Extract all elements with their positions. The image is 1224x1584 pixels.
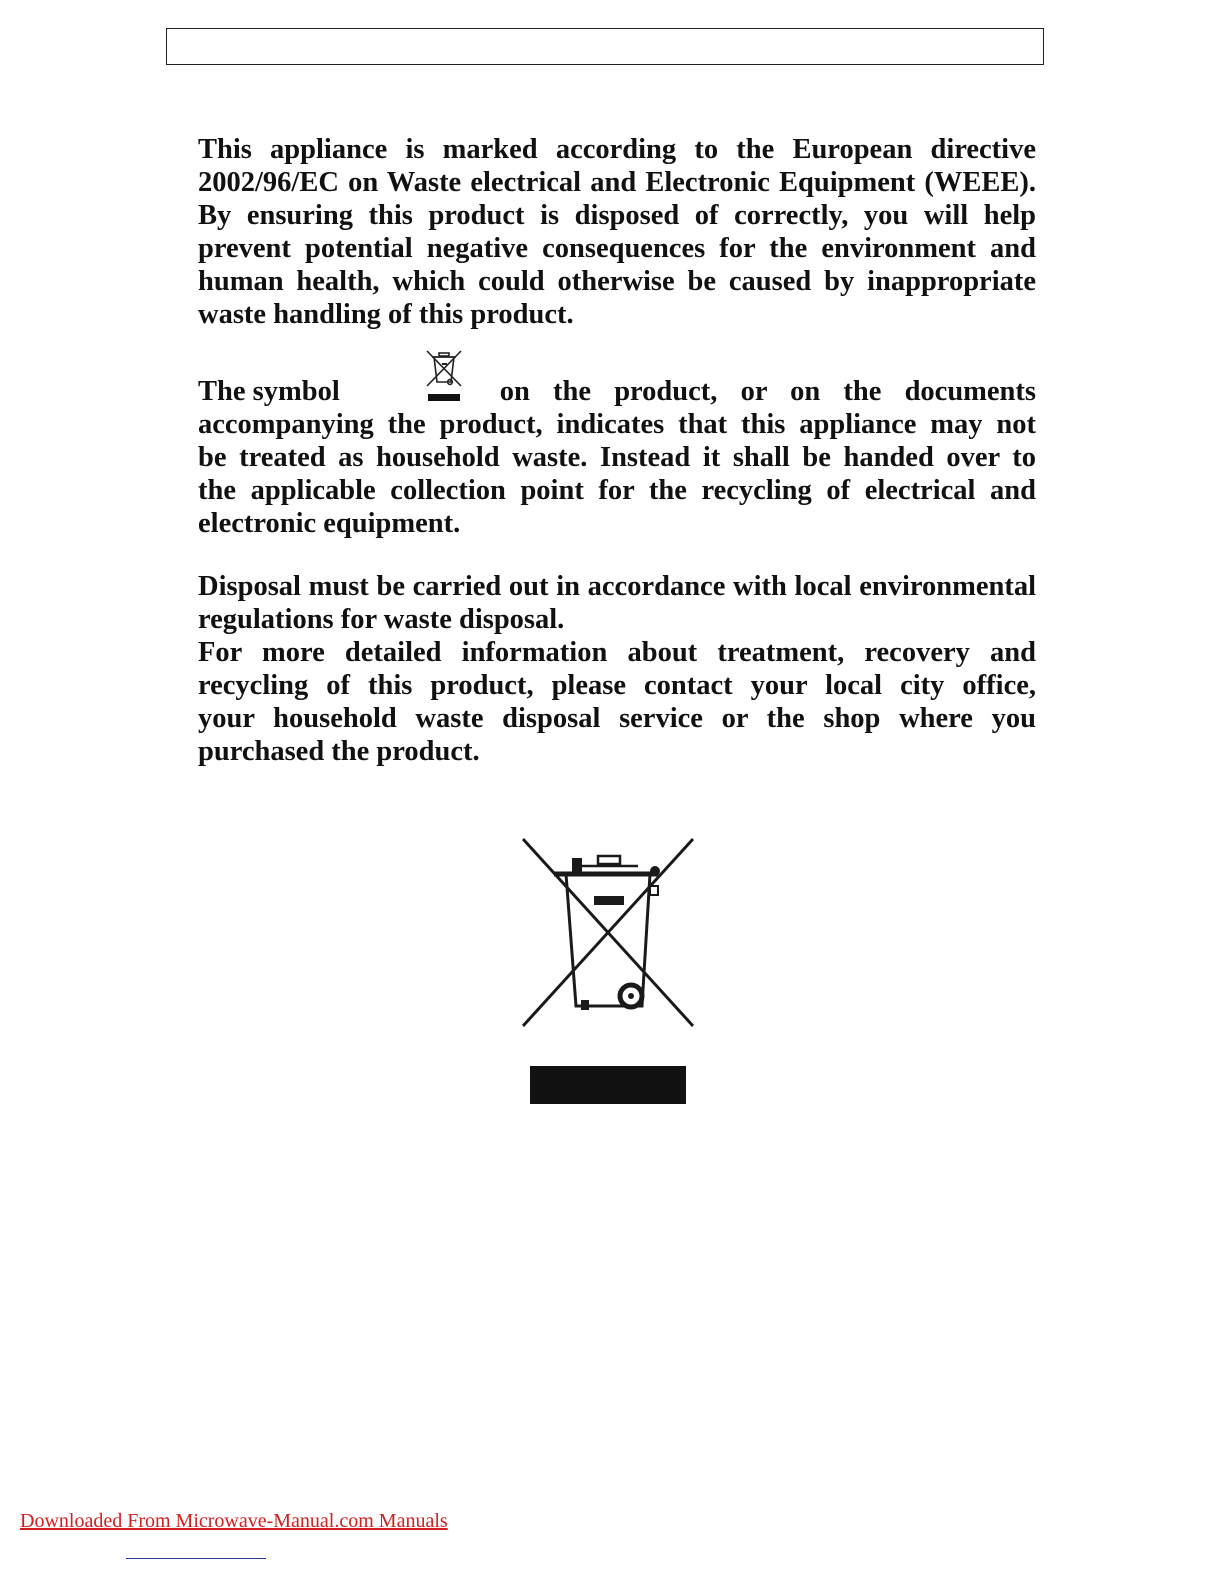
paragraph-line: electronic equipment. [198,508,461,539]
header-box [166,28,1044,65]
paragraph-line: purchased the product. [198,736,480,767]
disposal-paragraph [198,570,1036,768]
symbol-explanation-paragraph [198,375,1036,540]
paragraph-line: This appliance is marked according to the European directive [198,134,1036,165]
symbol-lead-text: The symbol [198,376,340,407]
paragraph-line: the applicable collection point for the recycling of electrical and [198,475,1036,506]
symbol-line [198,375,1036,408]
paragraph-line: be treated as household waste. Instead it shall be handed over to [198,442,1036,473]
paragraph-line: waste handling of this product. [198,299,574,330]
paragraph-line: your household waste disposal service or the shop where you [198,703,1036,734]
paragraph-line: 2002/96/EC on Waste electrical and Electronic Equipment (WEEE). [198,167,1036,198]
weee-directive-paragraph [198,133,1036,331]
footer-rule [126,1558,266,1559]
paragraph-line: accompanying the product, indicates that this appliance may not [198,409,1036,440]
paragraph-line: prevent potential negative consequences for the environment and [198,233,1036,264]
download-source-link[interactable]: Downloaded From Microwave-Manual.com Manuals [20,1510,448,1532]
paragraph-line: human health, which could otherwise be caused by inappropriate [198,266,1036,297]
symbol-tail-text: on the product, or on the documents [499,376,1036,407]
paragraph-line: For more detailed information about treatment, recovery and [198,637,1036,668]
paragraph-line: regulations for waste disposal. [198,604,565,635]
paragraph-line: Disposal must be carried out in accordance with local environmental [198,571,1036,602]
paragraph-line: recycling of this product, please contact your local city office, [198,670,1036,701]
paragraph-line: By ensuring this product is disposed of correctly, you will help [198,200,1036,231]
weee-crossed-bin-icon-large [518,834,698,1106]
